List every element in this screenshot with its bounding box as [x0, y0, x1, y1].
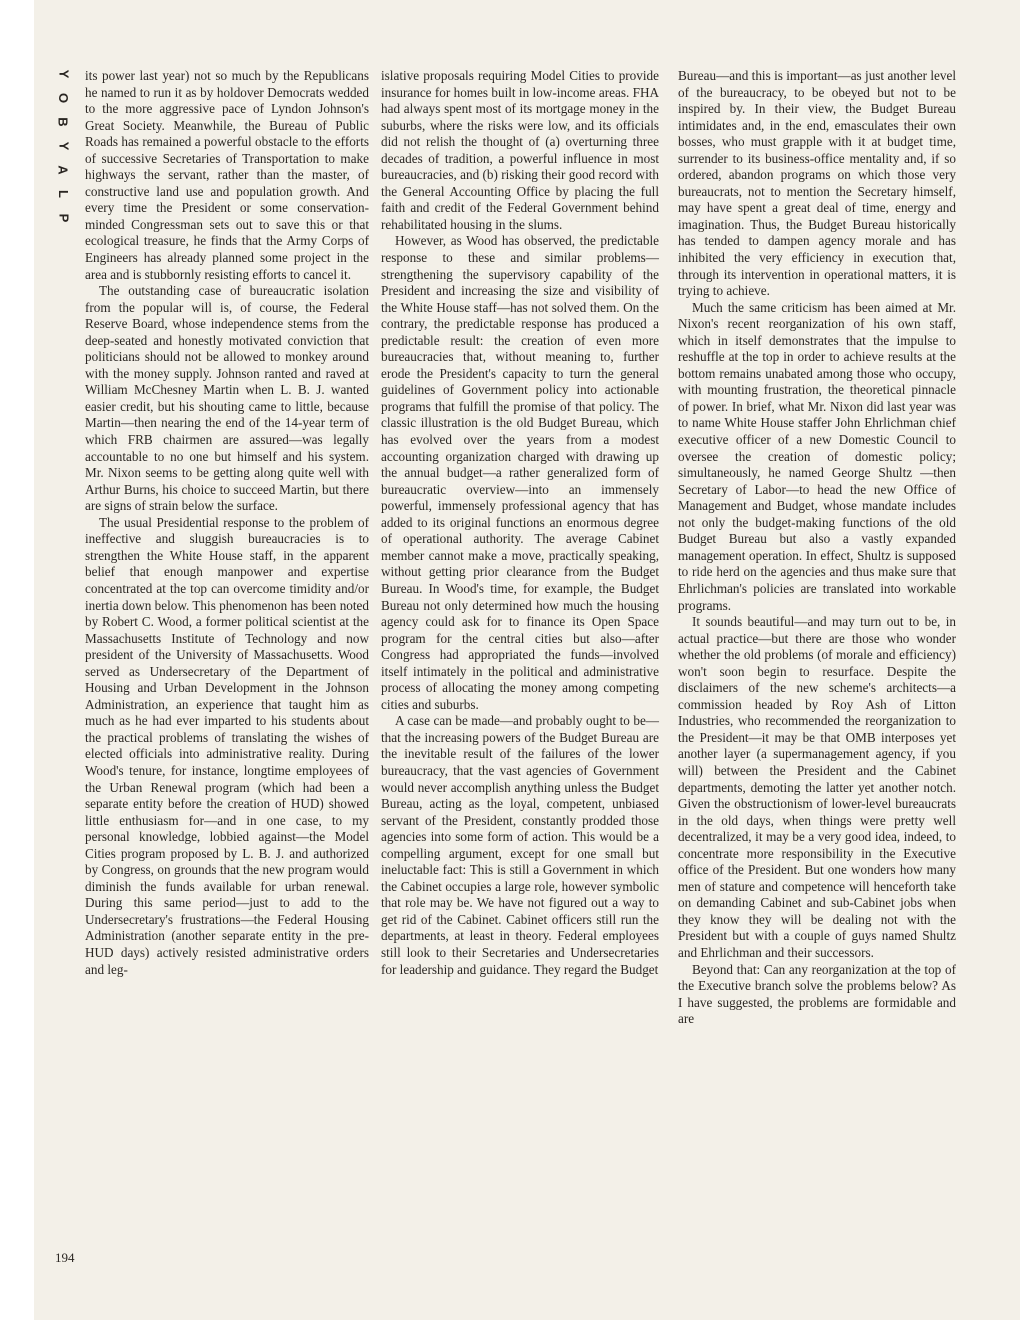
text-column-1: [85, 68, 369, 978]
page-number: 194: [55, 1250, 75, 1265]
paragraph: A case can be made—and probably ought to be—that the increasing powers of the Budget Bureau are the inevitable result of the failures of the lower bureaucracy, that the vast agencies of Government would never accomplish anything unless the Budget Bureau, acting as the loyal, competent, unbiased servant of the President, constantly prodded those agencies into some form of action. This would be a compelling argument, except for one small but ineluctable fact: This is still a Government in which the Cabinet occupies a large role, however symbolic that role may be. We have not figured out a way to get rid of the Cabinet. Cabinet officers still run the departments, at least in theory. Federal employees still look to their Secretaries and Undersecretaries for leadership and guidance. They regard the Budget: [381, 713, 659, 977]
paragraph: The outstanding case of bureaucratic isolation from the popular will is, of course, the Federal Reserve Board, whose independence stems from the deep-seated and honestly motivated conviction that politicians should not be allowed to monkey around with the money supply. Johnson ranted and raved at William McChesney Martin when L. B. J. wanted easier credit, but his shouting came to little, because Martin—then nearing the end of the 14-year term of which FRB chairmen are assured—was legally accountable to no one but himself and his system. Mr. Nixon seems to be getting along quite well with Arthur Burns, his choice to succeed Martin, but there are signs of strain below the surface.: [85, 283, 369, 514]
masthead-vertical: [50, 62, 76, 230]
paragraph: islative proposals requiring Model Cities to provide insurance for homes built in low-income areas. FHA had always spent most of its mortgage money in the suburbs, where the risks were low, and its officials did not relish the thought of (a) overturning three decades of tradition, a powerful influence in most bureaucracies, and (b) risking their good record with the General Accounting Office by placing the full faith and credit of the Federal Government behind rehabilitated housing in the slums.: [381, 68, 659, 232]
paragraph: Bureau—and this is important—as just another level of the bureaucracy, to be obeyed but not to be inspired by. In their view, the Budget Bureau intimidates and, in the end, emasculates their own bosses, who must grapple with it at budget time, surrender to its business-office mentality and, if so ordered, abandon programs on which those very bureaucrats, not to mention the Secretary himself, may have spent a great deal of time, energy and imagination. Thus, the Budget Bureau historically has tended to dampen agency morale and has inhibited the very efficiency in execution that, through its intervention in operational matters, it is trying to achieve.: [678, 68, 956, 299]
masthead-letter: L: [55, 190, 71, 198]
paragraph: However, as Wood has observed, the predictable response to these and similar problems—strengthening the supervisory capability of the President and increasing the size and visibility of the White House staff—has not solved them. On the contrary, the predictable response has produced a predictable result: the creation of even more bureaucracies that, without meaning to, further erode the President's capacity to turn the general guidelines of Government policy into actionable programs that fulfill the promise of that policy. The classic illustration is the old Budget Bureau, which has evolved over the years from a modest accounting organization charged with drawing up the annual budget—a rather generalized form of bureaucratic overview—into an immensely powerful, immensely professional agency that has added to its original functions an enormous degree of operational authority. The average Cabinet member cannot make a move, practically speaking, without getting prior clearance from the Budget Bureau. In Wood's time, for example, the Budget Bureau not only determined how much the housing agency could ask for to finance its Open Space program for the central cities but also—after Congress had appropriated the funds—involved itself intimately in the political and administrative process of allocating the money among competing cities and suburbs.: [381, 233, 659, 712]
masthead-letter: Y: [55, 69, 71, 79]
text-column-2: [381, 68, 659, 978]
paragraph: Beyond that: Can any reorganization at the top of the Executive branch solve the problems below? As I have suggested, the problems are formidable and are: [678, 961, 956, 1027]
masthead-letter: P: [55, 213, 71, 223]
masthead-letter: O: [56, 92, 71, 104]
masthead-letter: Y: [55, 141, 71, 151]
paragraph: its power last year) not so much by the Republicans he named to run it as by holdover Democrats wedded to the more aggressive pace of Lyndon Johnson's Great Society. Meanwhile, the Bureau of Public Roads has remained a powerful obstacle to the efforts of successive Secretaries of Transportation to make highways the servant, rather than the master, of constructive land use and population growth. And every time the President or some conservation-minded Congressman sets out to save this or that ecological treasure, he finds that the Army Corps of Engineers has already planned some project in the area and is stubbornly resisting efforts to cancel it.: [85, 68, 369, 282]
paragraph: The usual Presidential response to the problem of ineffective and sluggish bureaucracies is to strengthen the White House staff, in the apparent belief that enough manpower and expertise concentrated at the top can overcome timidity and/or inertia down below. This phenomenon has been noted by Robert C. Wood, a former political scientist at the Massachusetts Institute of Technology and now president of the University of Massachusetts. Wood served as Undersecretary of the Department of Housing and Urban Development in the Johnson Administration, an experience that taught him as much as he had ever imparted to his students about the practical problems of translating the wishes of elected officials into administrative reality. During Wood's tenure, for instance, longtime employees of the Urban Renewal program (which had been a separate entity before the creation of HUD) showed little enthusiasm for—and in one case, to my personal knowledge, lobbied against—the Model Cities program proposed by L. B. J. and authorized by Congress, on grounds that the new program would diminish the funds available for urban renewal. During this same period—just to add to the Undersecretary's frustrations—the Federal Housing Administration (another separate entity in the pre-HUD days) actively resisted administrative orders and leg-: [85, 514, 369, 977]
masthead-letter: A: [55, 165, 71, 175]
paragraph: It sounds beautiful—and may turn out to be, in actual practice—but there are those who wonder whether the old problems (of morale and efficiency) won't soon begin to resurface. Despite the disclaimers of the new scheme's architects—a commission headed by Roy Ash of Litton Industries, who recommended the reorganization to the President—it may be that OMB interposes yet another layer (a supermanagement agency, if you will) between the President and the Cabinet departments, demoting the latter yet another notch. Given the obstructionism of lower-level bureaucrats in the old days, when things were pretty well decentralized, it may be a very good idea, indeed, to concentrate more responsibility in the Executive office of the President. But one wonders how many men of stature and competence will henceforth take on demanding Cabinet and sub-Cabinet jobs when they know they will be dealing not with the President but with a couple of guys named Shultz and Ehrlichman and their successors.: [678, 614, 956, 960]
text-column-3: [678, 68, 956, 1028]
paragraph: Much the same criticism has been aimed at Mr. Nixon's recent reorganization of his own staff, which in itself demonstrates that the impulse to reshuffle at the top in order to achieve results at the bottom remains unabated among those who occupy, with mounting frustration, the theoretical pinnacle of power. In brief, what Mr. Nixon did last year was to name White House staffer John Ehrlichman chief executive officer of a new Domestic Council to oversee the creation of domestic policy; simultaneously, he named George Shultz —then Secretary of Labor—to head the new Office of Management and Budget, whose mandate includes not only the budget-making functions of the old Budget Bureau but also a vastly expanded management operation. In effect, Shultz is supposed to ride herd on the agencies and thus make sure that Ehrlichman's policies are translated into workable programs.: [678, 299, 956, 613]
masthead-letter: B: [55, 117, 71, 127]
